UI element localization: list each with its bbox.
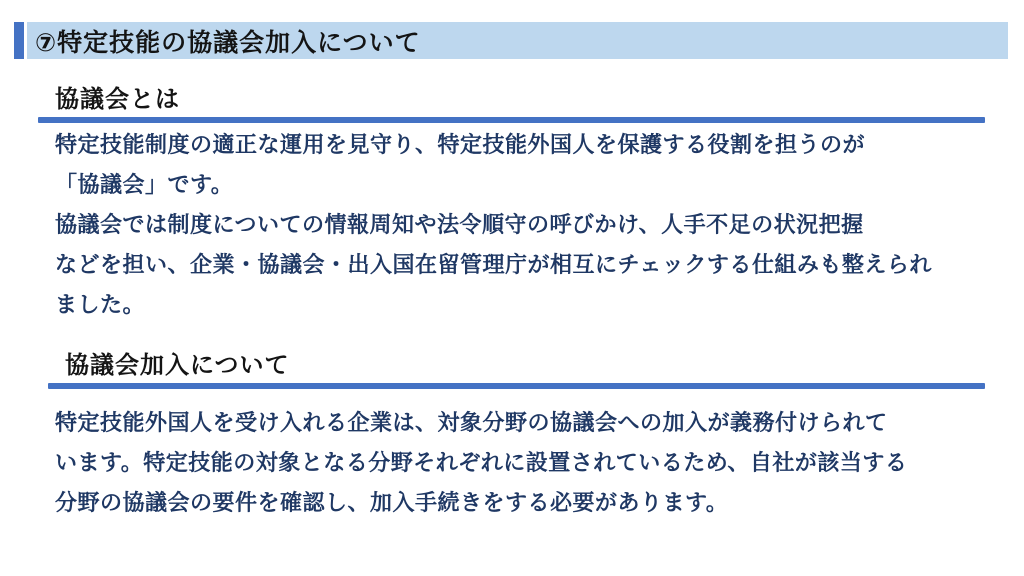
body-line: 分野の協議会の要件を確認し、加入手続きをする必要があります。 xyxy=(55,491,729,516)
body-line: います。特定技能の対象となる分野それぞれに設置されているため、自社が該当する xyxy=(55,451,908,476)
section-2-underline xyxy=(48,383,985,389)
page-title: ⑦特定技能の協議会加入について xyxy=(35,27,421,57)
header-bar xyxy=(27,22,1008,59)
body-line: ました。 xyxy=(55,293,146,318)
section-1-header xyxy=(38,84,985,123)
section-1-underline xyxy=(38,117,985,123)
section-2-header xyxy=(48,350,985,389)
body-line: などを担い、企業・協議会・出入国在留管理庁が相互にチェックする仕組みも整えられ xyxy=(55,253,932,278)
body-line: 「協議会」です。 xyxy=(55,173,234,198)
section-2-body xyxy=(55,404,995,524)
page-header xyxy=(14,22,1008,59)
body-line: 特定技能制度の適正な運用を見守り、特定技能外国人を保護する役割を担うのが xyxy=(55,133,866,158)
header-accent-bar xyxy=(14,22,24,59)
body-line: 特定技能外国人を受け入れる企業は、対象分野の協議会への加入が義務付けられて xyxy=(55,411,888,436)
section-1-body xyxy=(55,126,995,326)
body-line: 協議会では制度についての情報周知や法令順守の呼びかけ、人手不足の状況把握 xyxy=(55,213,864,238)
section-2-heading: 協議会加入について xyxy=(65,351,290,379)
section-1-heading: 協議会とは xyxy=(55,85,180,113)
